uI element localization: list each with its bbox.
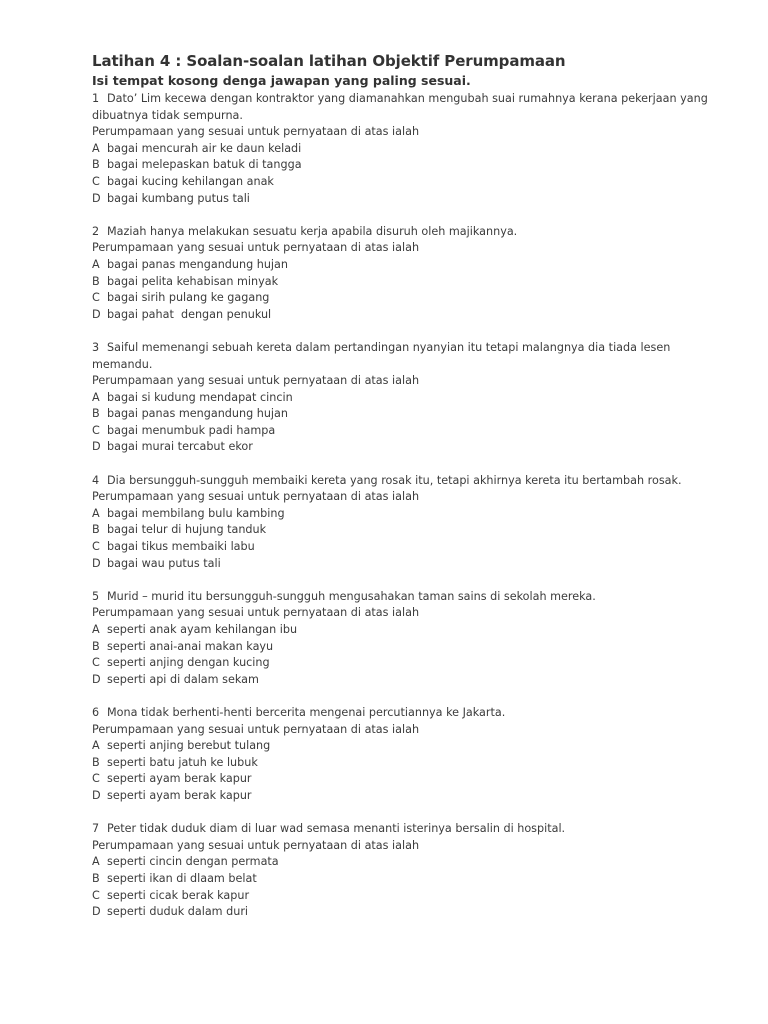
option-letter: A (92, 855, 100, 869)
option-letter: B (92, 871, 100, 885)
question-stem (92, 705, 732, 722)
answer-option (92, 639, 732, 656)
answer-option (92, 506, 732, 523)
option-letter: D (92, 191, 101, 205)
answer-option (92, 390, 732, 407)
option-letter: C (92, 174, 100, 188)
option-text: seperti cicak berak kapur (107, 888, 250, 902)
question-stem (92, 473, 732, 490)
option-text: bagai pahat dengan penukul (107, 307, 272, 321)
option-letter: D (92, 905, 101, 919)
answer-option (92, 539, 732, 556)
page-title: Latihan 4 : Soalan-soalan latihan Objektif Perumpamaan (92, 52, 566, 70)
option-text: bagai panas mengandung hujan (107, 257, 288, 271)
option-text: seperti anjing berebut tulang (107, 739, 271, 753)
worksheet-page (92, 50, 732, 921)
option-text: bagai kucing kehilangan anak (107, 174, 274, 188)
question-text: Saiful memenangi sebuah kereta dalam pertandingan nyanyian itu tetapi malangnya dia tiada lesen memandu. (92, 340, 671, 371)
answer-option (92, 439, 732, 456)
option-text: bagai murai tercabut ekor (107, 440, 253, 454)
question-number: 4 (92, 473, 100, 487)
question-stem (92, 589, 732, 606)
question-stem (92, 340, 732, 373)
option-text: seperti ikan di dlaam belat (107, 871, 257, 885)
question-6 (92, 705, 732, 805)
answer-option (92, 191, 732, 208)
answer-option (92, 157, 732, 174)
answer-option (92, 904, 732, 921)
option-text: bagai pelita kehabisan minyak (107, 274, 279, 288)
option-text: bagai sirih pulang ke gagang (107, 291, 270, 305)
option-letter: C (92, 656, 100, 670)
option-text: bagai panas mengandung hujan (107, 407, 288, 421)
option-text: seperti anai-anai makan kayu (107, 639, 274, 653)
question-number: 5 (92, 589, 100, 603)
option-letter: A (92, 506, 100, 520)
question-stem (92, 821, 732, 838)
option-text: seperti ayam berak kapur (107, 788, 252, 802)
answer-option (92, 307, 732, 324)
option-text: seperti ayam berak kapur (107, 772, 252, 786)
option-letter: C (92, 291, 100, 305)
option-text: bagai tikus membaiki labu (107, 540, 255, 554)
answer-option (92, 854, 732, 871)
option-text: bagai kumbang putus tali (107, 191, 250, 205)
option-letter: A (92, 390, 100, 404)
question-prompt: Perumpamaan yang sesuai untuk pernyataan di atas ialah (92, 241, 420, 255)
answer-option (92, 672, 732, 689)
answer-option (92, 755, 732, 772)
answer-option (92, 141, 732, 158)
question-text: Peter tidak duduk diam di luar wad semasa menanti isterinya bersalin di hospital. (107, 822, 566, 836)
option-text: seperti anak ayam kehilangan ibu (107, 623, 298, 636)
option-text: bagai melepaskan batuk di tangga (107, 158, 302, 172)
question-prompt: Perumpamaan yang sesuai untuk pernyataan di atas ialah (92, 722, 420, 736)
question-prompt: Perumpamaan yang sesuai untuk pernyataan di atas ialah (92, 374, 420, 388)
answer-option (92, 888, 732, 905)
option-text: bagai si kudung mendapat cincin (107, 390, 293, 404)
option-letter: A (92, 739, 100, 753)
option-letter: A (92, 623, 100, 636)
option-text: bagai mencurah air ke daun keladi (107, 141, 302, 155)
option-letter: C (92, 540, 100, 554)
question-prompt: Perumpamaan yang sesuai untuk pernyataan di atas ialah (92, 125, 420, 139)
question-number: 6 (92, 705, 100, 719)
option-text: bagai membilang bulu kambing (107, 506, 285, 520)
option-text: seperti duduk dalam duri (107, 905, 249, 919)
answer-option (92, 771, 732, 788)
answer-option (92, 788, 732, 805)
answer-option (92, 655, 732, 672)
question-7 (92, 821, 732, 921)
question-text: Murid – murid itu bersungguh-sungguh mengusahakan taman sains di sekolah mereka. (107, 589, 596, 603)
option-text: seperti anjing dengan kucing (107, 656, 270, 670)
option-letter: B (92, 755, 100, 769)
question-3 (92, 340, 732, 456)
option-text: seperti api di dalam sekam (107, 672, 259, 686)
answer-option (92, 257, 732, 274)
option-letter: B (92, 523, 100, 537)
answer-option (92, 423, 732, 440)
question-4 (92, 473, 732, 573)
option-letter: C (92, 888, 100, 902)
option-text: bagai telur di hujung tanduk (107, 523, 267, 537)
option-letter: B (92, 274, 100, 288)
option-letter: B (92, 639, 100, 653)
question-stem (92, 224, 732, 241)
option-text: bagai menumbuk padi hampa (107, 423, 276, 437)
option-letter: B (92, 407, 100, 421)
option-letter: D (92, 672, 101, 686)
instruction-text: Isi tempat kosong denga jawapan yang paling sesuai. (92, 73, 471, 88)
answer-option (92, 274, 732, 291)
option-letter: A (92, 141, 100, 155)
option-letter: B (92, 158, 100, 172)
answer-option (92, 556, 732, 573)
question-prompt: Perumpamaan yang sesuai untuk pernyataan di atas ialah (92, 838, 420, 852)
option-text: seperti cincin dengan permata (107, 855, 279, 869)
answer-option (92, 290, 732, 307)
option-letter: D (92, 440, 101, 454)
question-prompt: Perumpamaan yang sesuai untuk pernyataan di atas ialah (92, 606, 420, 620)
question-2 (92, 224, 732, 324)
answer-option (92, 738, 732, 755)
answer-option (92, 622, 732, 639)
question-5 (92, 589, 732, 689)
option-letter: A (92, 257, 100, 271)
option-letter: D (92, 788, 101, 802)
question-text: Dato’ Lim kecewa dengan kontraktor yang diamanahkan mengubah suai rumahnya kerana pekerjaan yang dibuatnya tidak sempurna. (92, 92, 708, 122)
question-prompt: Perumpamaan yang sesuai untuk pernyataan di atas ialah (92, 490, 420, 504)
option-letter: C (92, 423, 100, 437)
option-letter: D (92, 556, 101, 570)
answer-option (92, 522, 732, 539)
question-1 (92, 91, 732, 207)
option-text: seperti batu jatuh ke lubuk (107, 755, 258, 769)
option-text: bagai wau putus tali (107, 556, 221, 570)
question-text: Mona tidak berhenti-henti bercerita mengenai percutiannya ke Jakarta. (107, 705, 506, 719)
option-letter: D (92, 307, 101, 321)
option-letter: C (92, 772, 100, 786)
question-text: Dia bersungguh-sungguh membaiki kereta yang rosak itu, tetapi akhirnya kereta itu bertambah rosak. (107, 473, 682, 487)
question-stem (92, 91, 732, 124)
answer-option (92, 406, 732, 423)
question-number: 3 (92, 340, 100, 354)
question-number: 2 (92, 224, 100, 238)
answer-option (92, 174, 732, 191)
question-text: Maziah hanya melakukan sesuatu kerja apabila disuruh oleh majikannya. (107, 224, 518, 238)
question-number: 1 (92, 92, 100, 105)
question-number: 7 (92, 822, 100, 836)
answer-option (92, 871, 732, 888)
question-list (92, 91, 732, 921)
